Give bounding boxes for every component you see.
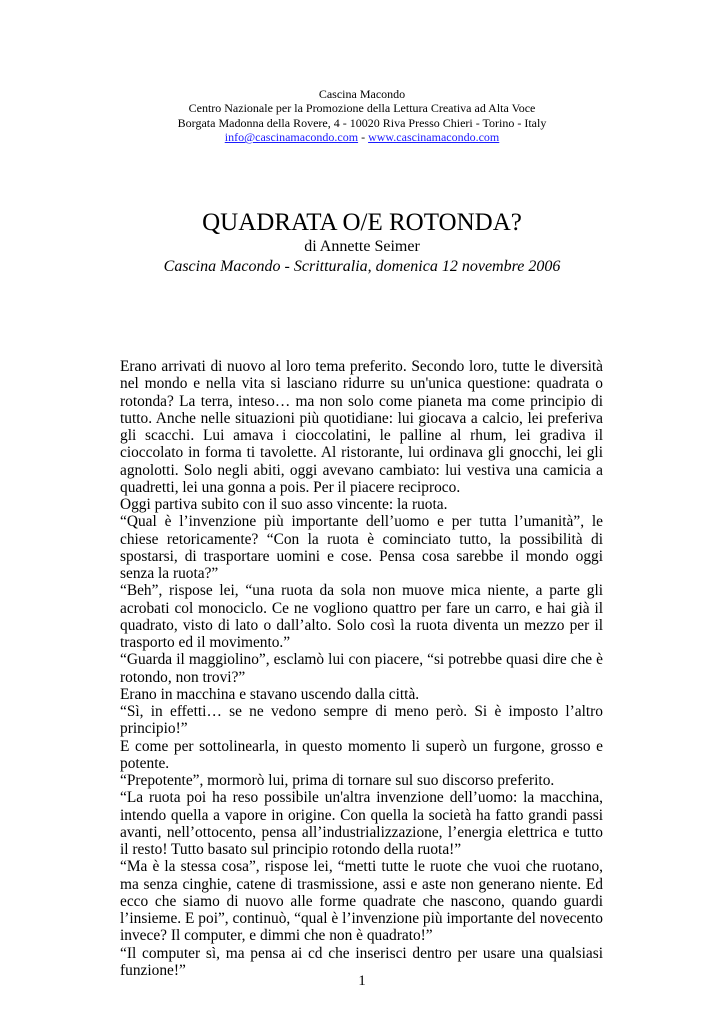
title-block (0, 208, 724, 278)
paragraph: Oggi partiva subito con il suo asso vincente: la ruota. (120, 496, 448, 513)
event-line: Cascina Macondo - Scritturalia, domenica 12 novembre 2006 (163, 258, 561, 275)
paragraph: “Ma è la stessa cosa”, rispose lei, “metti tutte le ruote che vuoi che ruotano, ma senza cinghie, catene di trasmissione, assi e aste non generano niente. Ed ecco che siamo di nuovo alle forme quadrate che nascono, quando guardi l’insieme. E poi”, continuò, “qual è l’invenzione più importante del novecento invece? Il computer, e dimmi che non è quadrato!” (120, 858, 603, 945)
org-name: Cascina Macondo (318, 87, 406, 101)
paragraph: Erano arrivati di nuovo al loro tema preferito. Secondo loro, tutte le diversità nel mondo e nella vita si lasciano ridurre su un'unica questione: quadrata o rotonda? La terra, inteso… ma non solo come pianeta ma come principio di tutto. Anche nelle situazioni più quotidiane: lui giocava a calcio, lei preferiva gli scacchi. Lui amava i cioccolatini, le palline al rhum, lei gradiva il cioccolato in forma ti tavolette. Al ristorante, lui ordinava gli gnocchi, lei gli agnolotti. Solo negli abiti, oggi avevano cambiato: lui vestiva una camicia a quadretti, lei una gonna a pois. Per il piacere reciproco. (120, 358, 603, 496)
page-number: 1 (358, 973, 366, 989)
paragraph: “Prepotente”, mormorò lui, prima di tornare sul suo discorso preferito. (120, 772, 555, 789)
letterhead (0, 87, 724, 145)
contact-line (0, 130, 724, 144)
author-line: di Annette Seimer (304, 238, 420, 255)
contact-separator: - (358, 130, 369, 145)
paragraph: “Sì, in effetti… se ne vedono sempre di meno però. Si è imposto l’altro principio!” (120, 703, 603, 738)
org-address: Borgata Madonna della Rovere, 4 - 10020 Riva Presso Chieri - Torino - Italy (177, 115, 547, 130)
paragraph: “Qual è l’invenzione più importante dell’uomo e per tutta l’umanità”, le chiese retoricamente? “Con la ruota è cominciato tutto, la possibilità di spostarsi, di trasportare uomini e cose. Pensa cosa sarebbe il mondo oggi senza la ruota?” (120, 513, 603, 582)
org-description: Centro Nazionale per la Promozione della Lettura Creativa ad Alta Voce (188, 101, 536, 116)
story-body (120, 358, 603, 979)
paragraph: “Guarda il maggiolino”, esclamò lui con piacere, “si potrebbe quasi dire che è rotondo, non trovi?” (120, 651, 603, 686)
paragraph: “La ruota poi ha reso possibile un'altra invenzione dell’uomo: la macchina, intendo quella a vapore in origine. Con quella la società ha fatto grandi passi avanti, nell’ottocento, pensa all’industrializzazione, l’energia elettrica e tutto il resto! Tutto basato sul principio rotondo della ruota!” (120, 789, 603, 858)
document-title: QUADRATA O/E ROTONDA? (202, 209, 522, 236)
paragraph: E come per sottolinearla, in questo momento li superò un furgone, grosso e potente. (120, 737, 603, 772)
email-link[interactable]: info@cascinamacondo.com (224, 130, 359, 145)
paragraph: “Beh”, rispose lei, “una ruota da sola non muove mica niente, a parte gli acrobati col monociclo. Ce ne vogliono quattro per fare un carro, e hai già il quadrato, visto di lato o dall’alto. Solo così la ruota diventa un mezzo per il trasporto ed il movimento.” (120, 582, 603, 651)
paragraph: Erano in macchina e stavano uscendo dalla città. (120, 685, 420, 703)
website-link[interactable]: www.cascinamacondo.com (368, 130, 500, 145)
paragraph: “Il computer sì, ma pensa ai cd che inserisci dentro per usare una qualsiasi funzione!” (120, 944, 603, 979)
